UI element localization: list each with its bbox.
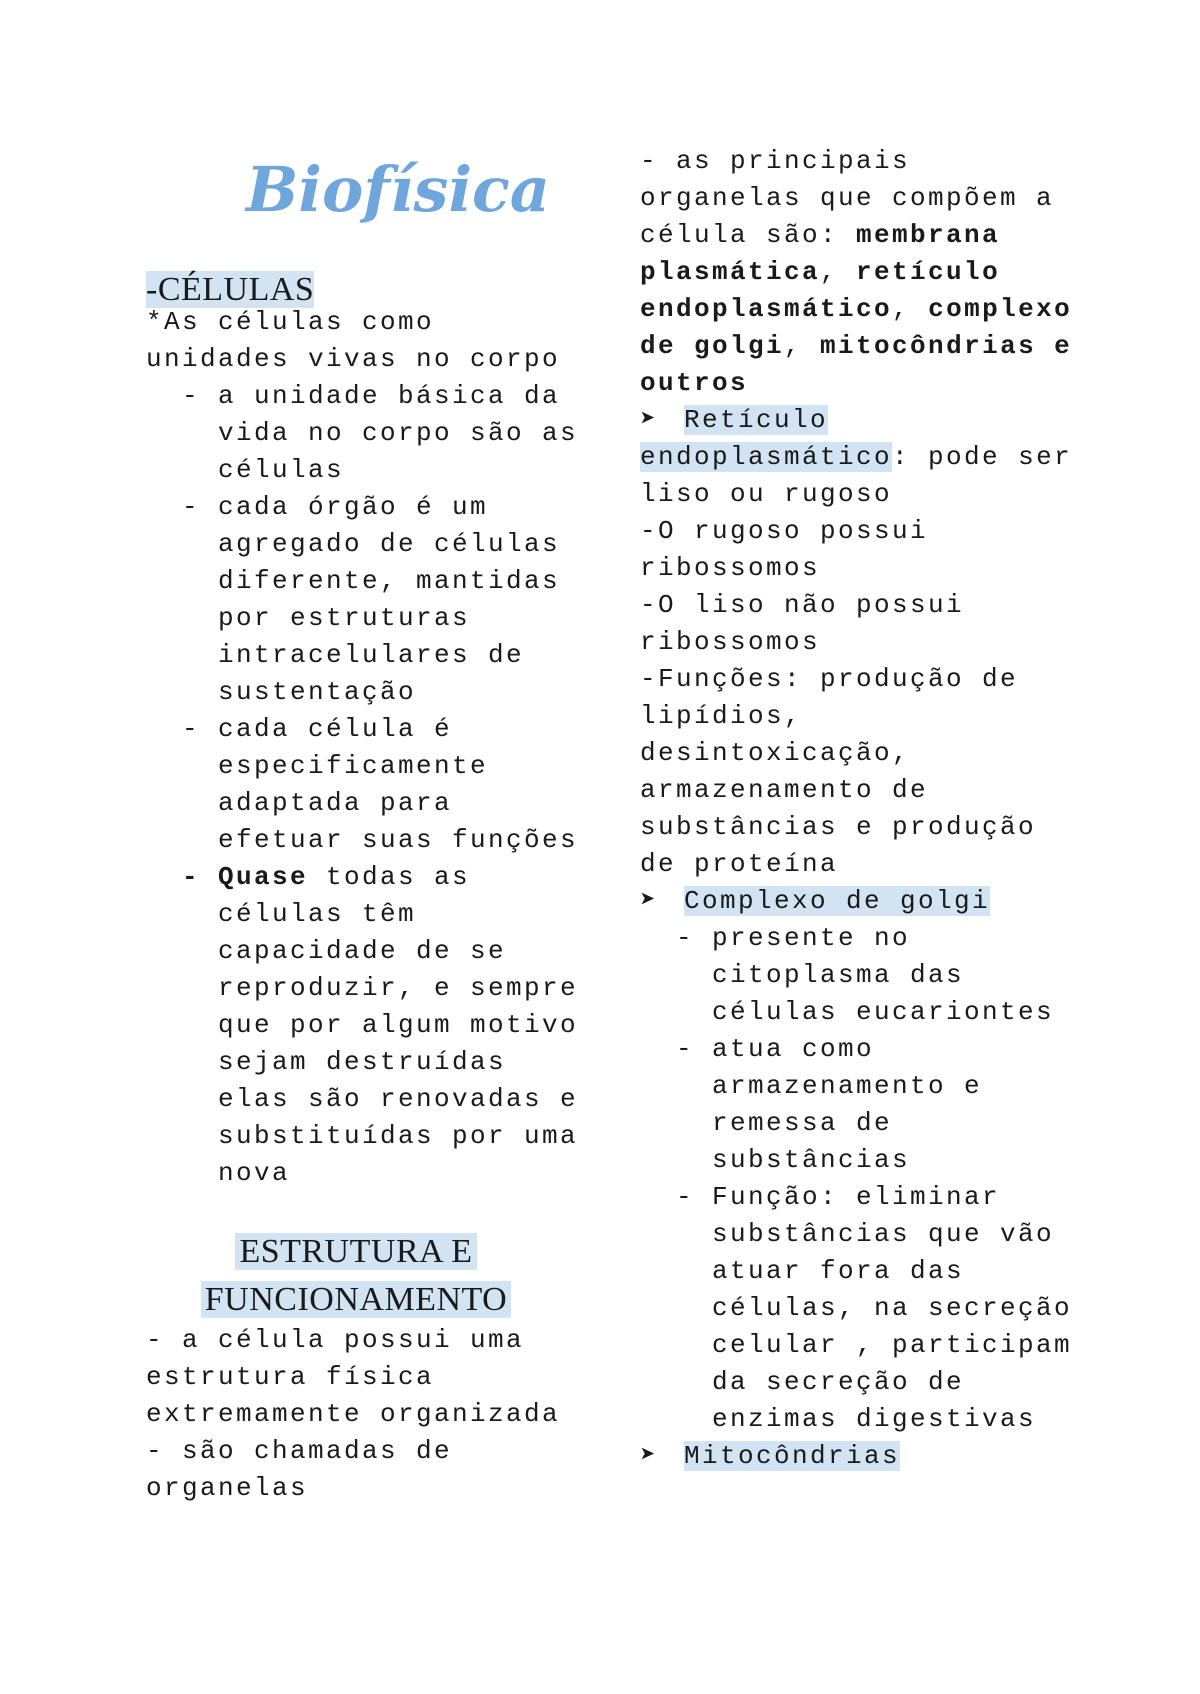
text-line	[640, 439, 1110, 476]
list-item-line: intracelulares de	[218, 640, 525, 670]
list-item-text: todas as	[308, 862, 471, 892]
text-line: lipídios,	[640, 701, 803, 731]
text-line: organelas que compõem a	[640, 183, 1055, 213]
heading-line: FUNCIONAMENTO	[201, 1281, 511, 1318]
dash-marker: -	[676, 1034, 695, 1064]
list-item-line: especificamente	[218, 751, 489, 781]
section-estrutura-heading	[146, 1230, 566, 1322]
list-item-line: capacidade de se	[218, 936, 507, 966]
list-item-line: reproduzir, e sempre	[218, 973, 579, 1003]
list-item-line: celular , participam	[712, 1330, 1073, 1360]
highlighted-term: endoplasmático	[640, 442, 893, 472]
list-item-line: a unidade básica da	[218, 381, 561, 411]
intro-line: *As células como	[146, 307, 435, 337]
list-item-line: armazenamento e	[712, 1071, 983, 1101]
bold-text: membrana	[856, 220, 1001, 250]
bold-text: retículo	[856, 257, 1001, 287]
bold-text: plasmática	[640, 257, 821, 287]
text-line: - são chamadas de	[146, 1436, 453, 1466]
text-line: extremamente organizada	[146, 1399, 561, 1429]
list-item-line: que por algum motivo	[218, 1010, 579, 1040]
list-item-line: diferente, mantidas	[218, 566, 561, 596]
golgi-bullet-list	[640, 920, 1110, 1438]
list-item-line: presente no	[712, 923, 911, 953]
list-item	[146, 859, 579, 1192]
dash-marker: -	[676, 1182, 695, 1212]
text-line: liso ou rugoso	[640, 479, 893, 509]
highlighted-term: Mitocôndrias	[684, 1441, 901, 1471]
text-line	[640, 254, 1110, 291]
list-item-line: nova	[218, 1158, 291, 1188]
text-line: de proteína	[640, 849, 839, 879]
list-item-line: Função: eliminar	[712, 1182, 1001, 1212]
text-fragment: célula são:	[640, 220, 857, 250]
list-item-line: células eucariontes	[712, 997, 1055, 1027]
dash-marker: -	[676, 923, 695, 953]
text-line: desintoxicação,	[640, 738, 911, 768]
heading-line: ESTRUTURA E	[235, 1233, 476, 1270]
list-item-line: vida no corpo são as	[218, 418, 579, 448]
dash-marker: -	[182, 714, 201, 744]
mitocondrias-heading	[640, 1438, 1110, 1475]
text-fragment: ,	[784, 331, 821, 361]
bold-text: mitocôndrias e	[820, 331, 1073, 361]
list-item-line: elas são renovadas e	[218, 1084, 579, 1114]
left-column	[146, 268, 579, 1507]
list-item-line: cada célula é	[218, 714, 453, 744]
list-item-line: adaptada para	[218, 788, 453, 818]
list-item-line: células têm	[218, 899, 417, 929]
text-line: organelas	[146, 1473, 309, 1503]
list-item-line: efetuar suas funções	[218, 825, 579, 855]
text-line: -Funções: produção de	[640, 664, 1019, 694]
dash-marker: -	[182, 381, 201, 411]
list-item-line: células	[218, 455, 345, 485]
list-item-line: remessa de	[712, 1108, 893, 1138]
arrow-icon: ➤	[640, 405, 656, 435]
list-item-line: por estruturas	[218, 603, 471, 633]
highlighted-term: Retículo	[684, 405, 829, 435]
cell-bullet-list	[146, 378, 579, 1192]
text-line: - as principais	[640, 146, 911, 176]
intro-line: unidades vivas no corpo	[146, 344, 561, 374]
bold-text: de golgi	[640, 331, 785, 361]
golgi-heading	[640, 883, 1110, 920]
text-line: ribossomos	[640, 553, 821, 583]
list-item-line	[218, 859, 576, 896]
list-item-line: sejam destruídas	[218, 1047, 507, 1077]
list-item	[640, 1031, 1110, 1179]
text-line: -O rugoso possui	[640, 516, 929, 546]
text-fragment: ,	[820, 257, 857, 287]
dash-marker: -	[182, 862, 201, 892]
text-fragment: : pode ser	[892, 442, 1073, 472]
intro	[146, 304, 576, 378]
list-item-line: células, na secreção	[712, 1293, 1073, 1323]
document-title: Biofísica	[246, 153, 550, 226]
text-fragment: ,	[892, 294, 929, 324]
reticulo-heading	[640, 402, 1110, 439]
list-item-line: atuar fora das	[712, 1256, 965, 1286]
list-item-line: enzimas digestivas	[712, 1404, 1037, 1434]
text-line	[640, 217, 1110, 254]
list-item	[146, 711, 579, 859]
text-line: - a célula possui uma	[146, 1325, 525, 1355]
highlighted-term: Complexo de golgi	[684, 886, 991, 916]
text-line: substâncias e produção	[640, 812, 1037, 842]
list-item	[640, 920, 1110, 1031]
arrow-icon: ➤	[640, 886, 656, 916]
list-item	[640, 1179, 1110, 1438]
bold-text: complexo	[928, 294, 1073, 324]
list-item-line: substituídas por uma	[218, 1121, 579, 1151]
bold-text: endoplasmático	[640, 294, 893, 324]
list-item-line: da secreção de	[712, 1367, 965, 1397]
list-item-line: substâncias que vão	[712, 1219, 1055, 1249]
text-line: estrutura física	[146, 1362, 435, 1392]
bold-text: outros	[640, 368, 749, 398]
list-item	[146, 489, 576, 711]
list-item-line: agregado de células	[218, 529, 561, 559]
bold-word: Quase	[218, 862, 309, 892]
text-line: armazenamento de	[640, 775, 929, 805]
list-item-line: substâncias	[712, 1145, 911, 1175]
text-line	[640, 291, 1110, 328]
list-item-line: sustentação	[218, 677, 417, 707]
list-item-line: atua como	[712, 1034, 875, 1064]
text-line: -O liso não possui	[640, 590, 965, 620]
list-item	[146, 378, 579, 489]
dash-marker: -	[182, 492, 201, 522]
estrutura-text	[146, 1322, 576, 1507]
text-line: ribossomos	[640, 627, 821, 657]
list-item-line: citoplasma das	[712, 960, 965, 990]
arrow-icon: ➤	[640, 1441, 656, 1471]
text-line	[640, 328, 1110, 365]
right-column	[640, 143, 1110, 1475]
section-celulas-heading: -CÉLULAS	[146, 271, 315, 308]
list-item-line: cada órgão é um	[218, 492, 489, 522]
